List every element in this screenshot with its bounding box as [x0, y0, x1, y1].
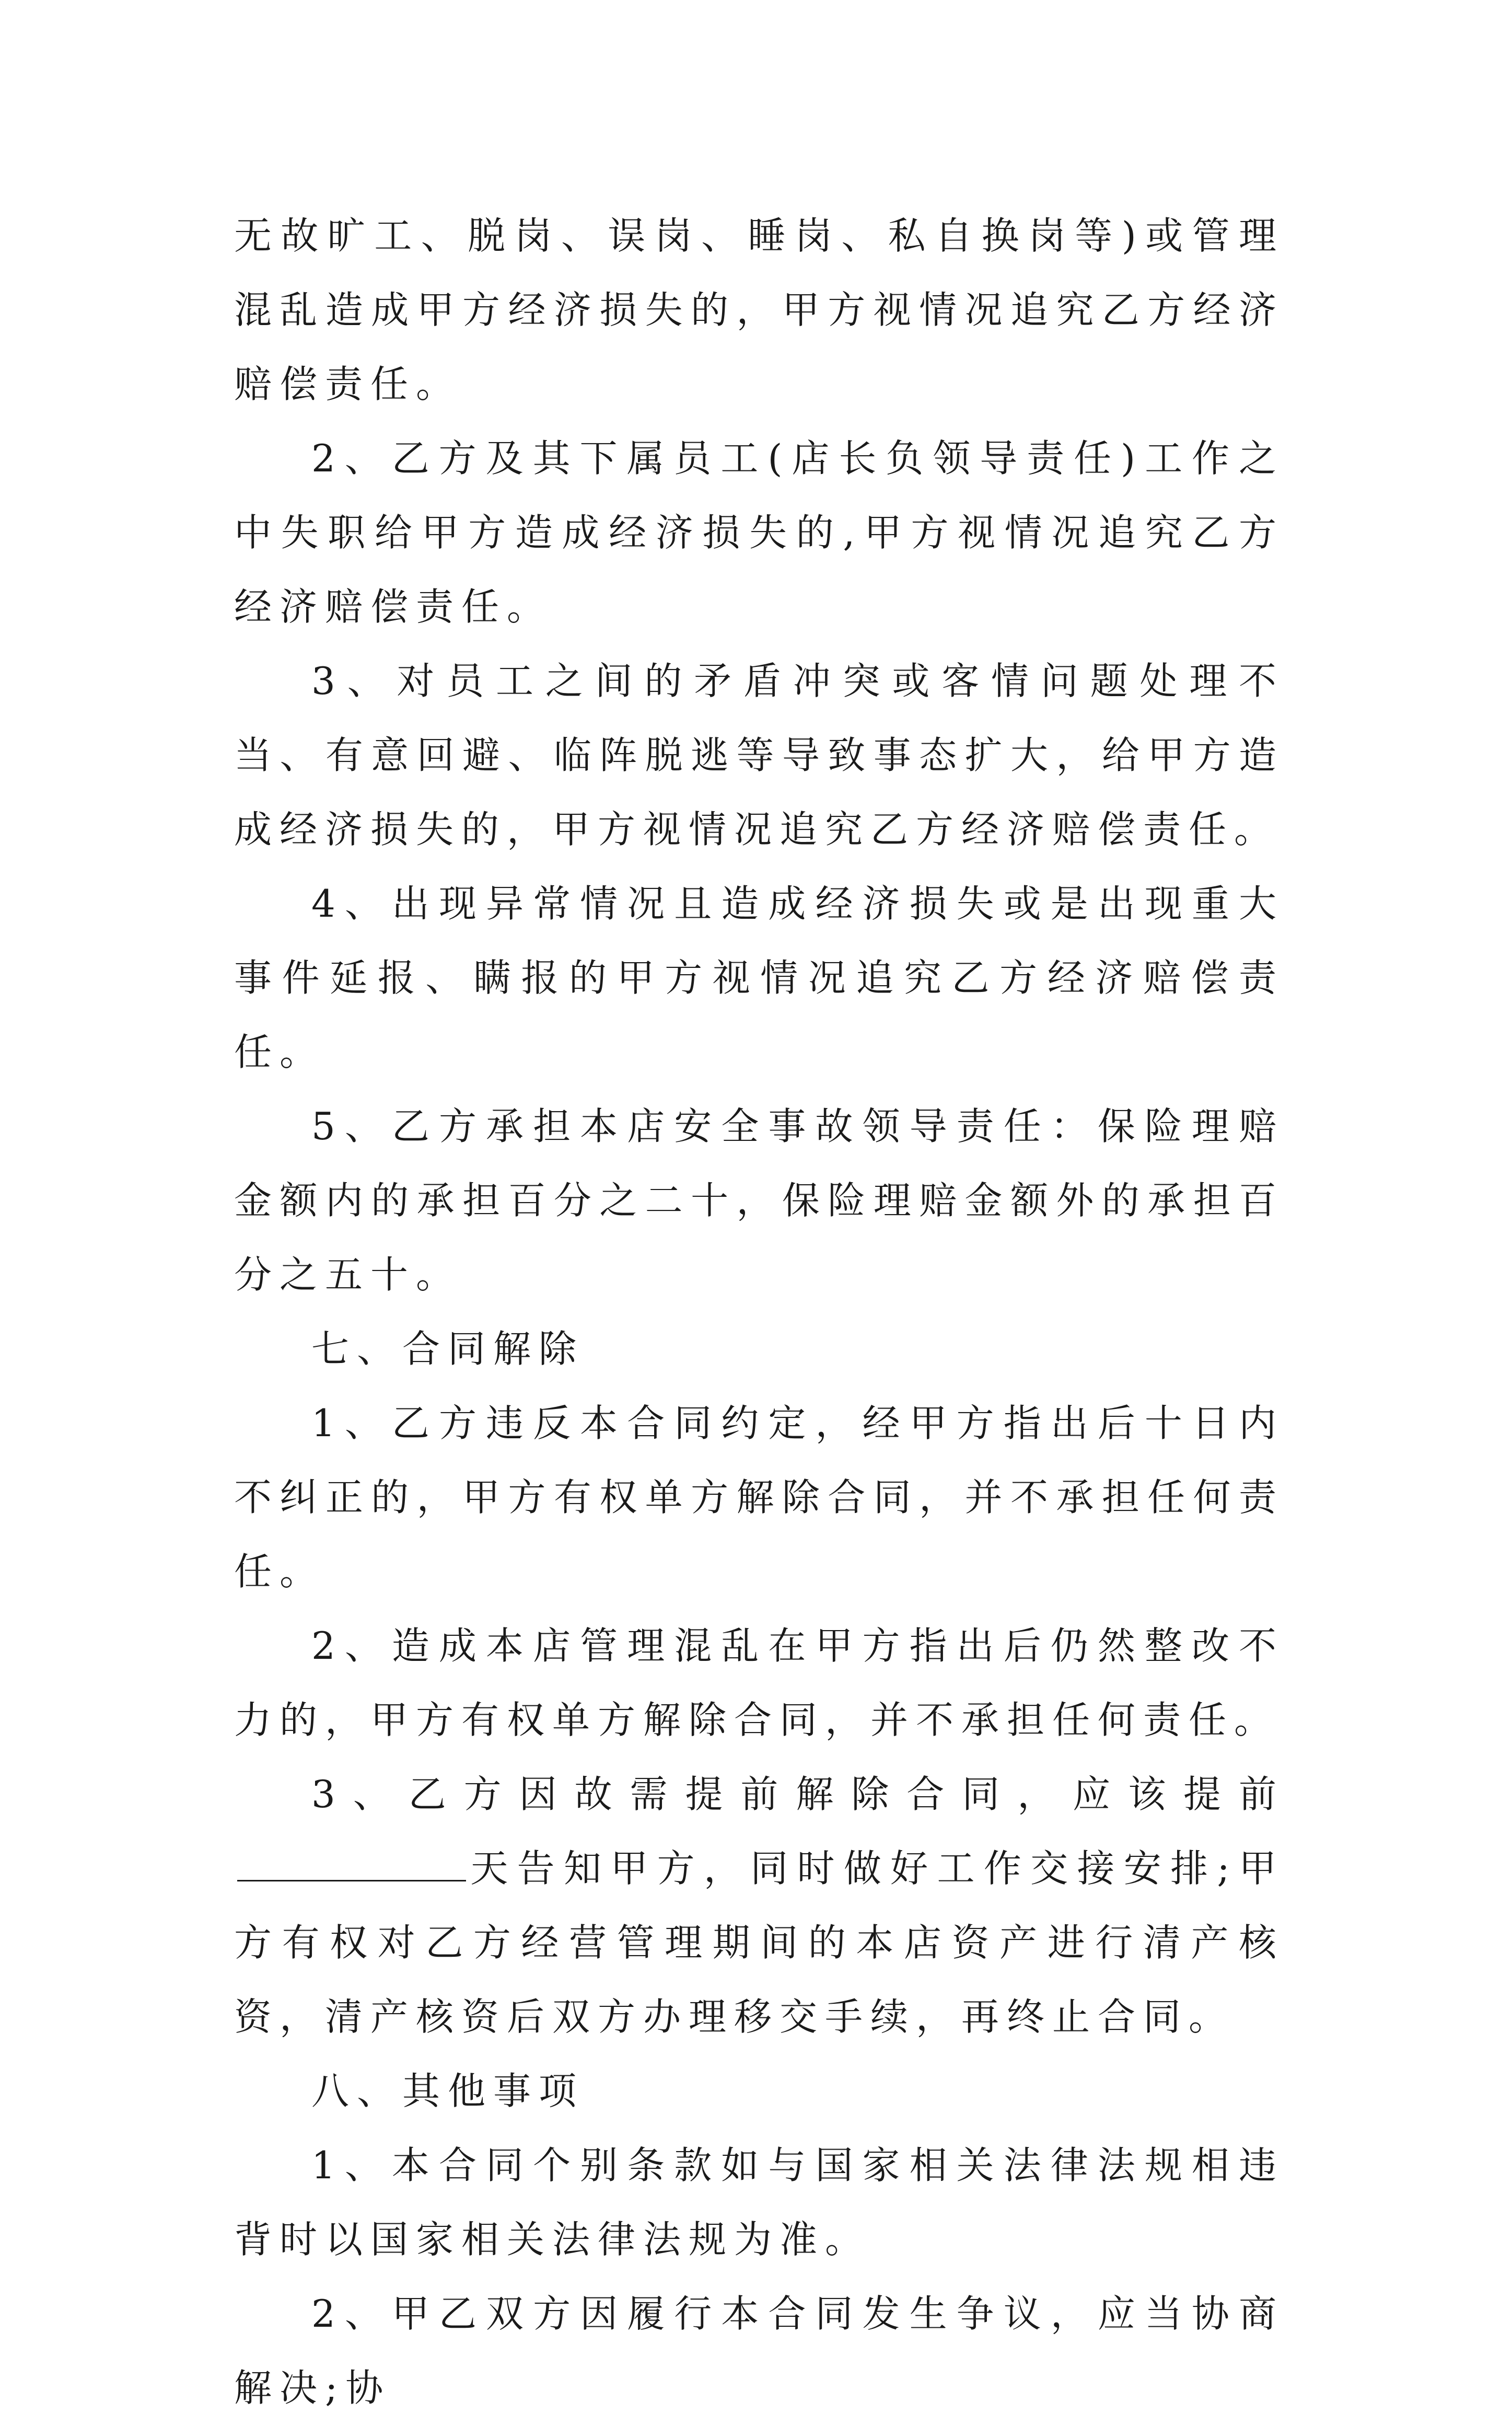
fill-in-blank-line	[237, 1849, 466, 1881]
section-heading: 七、合同解除	[311, 1327, 585, 1371]
section-heading: 八、其他事项	[311, 2069, 585, 2113]
paragraph-with-blank	[234, 1757, 1284, 2054]
paragraph: 2、甲乙双方因履行本合同发生争议，应当协商解决;协	[234, 2292, 1284, 2410]
paragraph: 1、乙方违反本合同约定，经甲方指出后十日内不纠正的，甲方有权单方解除合同，并不承担任何责任。	[234, 1401, 1284, 1593]
paragraph: 4、出现异常情况且造成经济损失或是出现重大事件延报、瞒报的甲方视情况追究乙方经济赔偿责任。	[234, 882, 1284, 1074]
paragraph: 3、对员工之间的矛盾冲突或客情问题处理不当、有意回避、临阵脱逃等导致事态扩大，给甲方造成经济损失的，甲方视情况追究乙方经济赔偿责任。	[234, 659, 1284, 851]
paragraph: 5、乙方承担本店安全事故领导责任：保险理赔金额内的承担百分之二十，保险理赔金额外的承担百分之五十。	[234, 1104, 1284, 1297]
paragraph: 2、造成本店管理混乱在甲方指出后仍然整改不力的，甲方有权单方解除合同，并不承担任何责任。	[234, 1624, 1284, 1742]
paragraph: 2、乙方及其下属员工(店长负领导责任)工作之中失职给甲方造成经济损失的,甲方视情况追究乙方经济赔偿责任。	[234, 436, 1284, 629]
document-body	[234, 199, 1284, 2425]
paragraph-text-before-blank: 3、乙方因故需提前解除合同，应该提前	[311, 1772, 1284, 1816]
paragraph: 无故旷工、脱岗、误岗、睡岗、私自换岗等)或管理混乱造成甲方经济损失的，甲方视情况追究乙方经济赔偿责任。	[234, 214, 1284, 406]
paragraph: 1、本合同个别条款如与国家相关法律法规相违背时以国家相关法律法规为准。	[234, 2143, 1284, 2261]
paragraph-text-after-blank: 天告知甲方，同时做好工作交接安排;甲方有权对乙方经营管理期间的本店资产进行清产核资，清产核资后双方办理移交手续，再终止合同。	[234, 1846, 1284, 2039]
